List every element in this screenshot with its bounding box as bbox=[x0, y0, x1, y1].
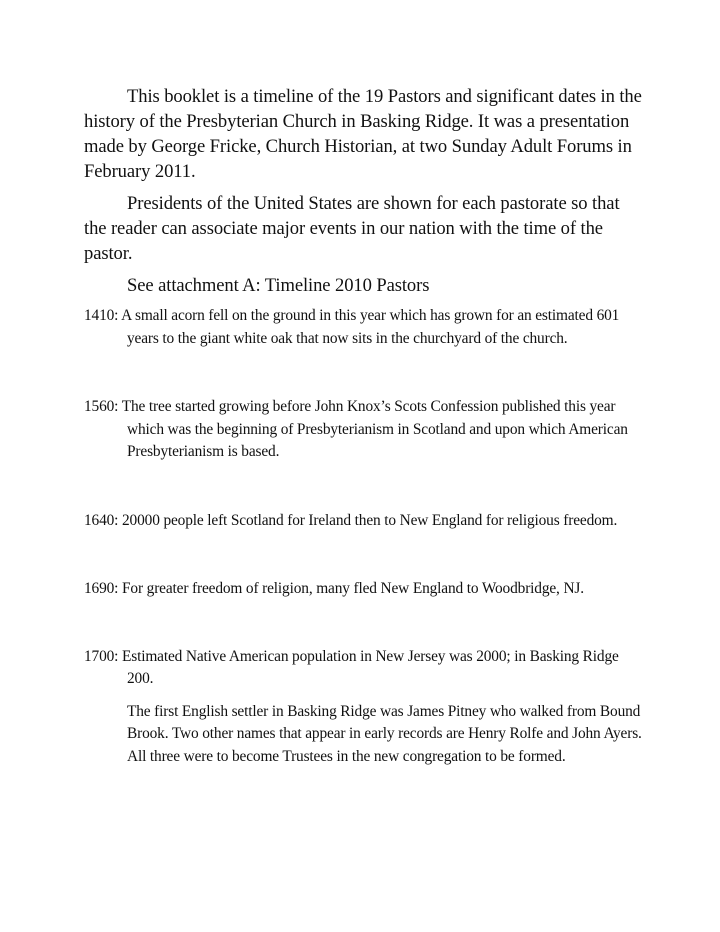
entry-text: 20000 people left Scotland for Ireland then to New England for religious freedom. bbox=[122, 511, 618, 529]
entry-year: 1690: bbox=[84, 580, 119, 597]
entry-year: 1560: bbox=[84, 398, 119, 415]
entry-text: Estimated Native American population in New Jersey was 2000; in Basking Ridge 200. bbox=[122, 647, 619, 687]
document-page bbox=[84, 84, 644, 768]
entry-year: 1410: bbox=[84, 307, 119, 324]
intro-paragraph-attachment: See attachment A: Timeline 2010 Pastors bbox=[127, 275, 430, 296]
timeline-entry-1700-continuation: The first English settler in Basking Ridge was James Pitney who walked from Bound Brook. Two other names that appear in early records are Henry Rolfe and John Ayers. All three were to become Trustees in the new congregation to be formed. bbox=[127, 702, 642, 765]
timeline-entry-1410 bbox=[84, 305, 644, 350]
intro-section bbox=[84, 84, 644, 298]
entry-text: For greater freedom of religion, many fled New England to Woodbridge, NJ. bbox=[122, 580, 584, 597]
intro-paragraph-booklet: This booklet is a timeline of the 19 Pastors and significant dates in the history of the Presbyterian Church in Basking Ridge. It was a presentation made by George Fricke, Church Historian, at two Sunday Adult Forums in February 2011. bbox=[84, 86, 642, 182]
timeline-entry-1700 bbox=[84, 646, 644, 691]
timeline-entry-1640 bbox=[84, 510, 644, 533]
entry-year: 1700: bbox=[84, 647, 119, 665]
timeline-entry-1560 bbox=[84, 396, 644, 464]
entry-text: The tree started growing before John Knox’s Scots Confession published this year which was the beginning of Presbyterianism in Scotland and upon which American Presbyterianism is based. bbox=[121, 398, 628, 460]
intro-paragraph-presidents: Presidents of the United States are shown for each pastorate so that the reader can associate major events in our nation with the time of the pastor. bbox=[84, 193, 620, 264]
entry-year: 1640: bbox=[84, 511, 119, 529]
entry-text: A small acorn fell on the ground in this year which has grown for an estimated 601 years to the giant white oak that now sits in the churchyard of the church. bbox=[121, 307, 620, 347]
timeline-entry-1690 bbox=[84, 578, 644, 601]
timeline-entries bbox=[84, 305, 644, 768]
